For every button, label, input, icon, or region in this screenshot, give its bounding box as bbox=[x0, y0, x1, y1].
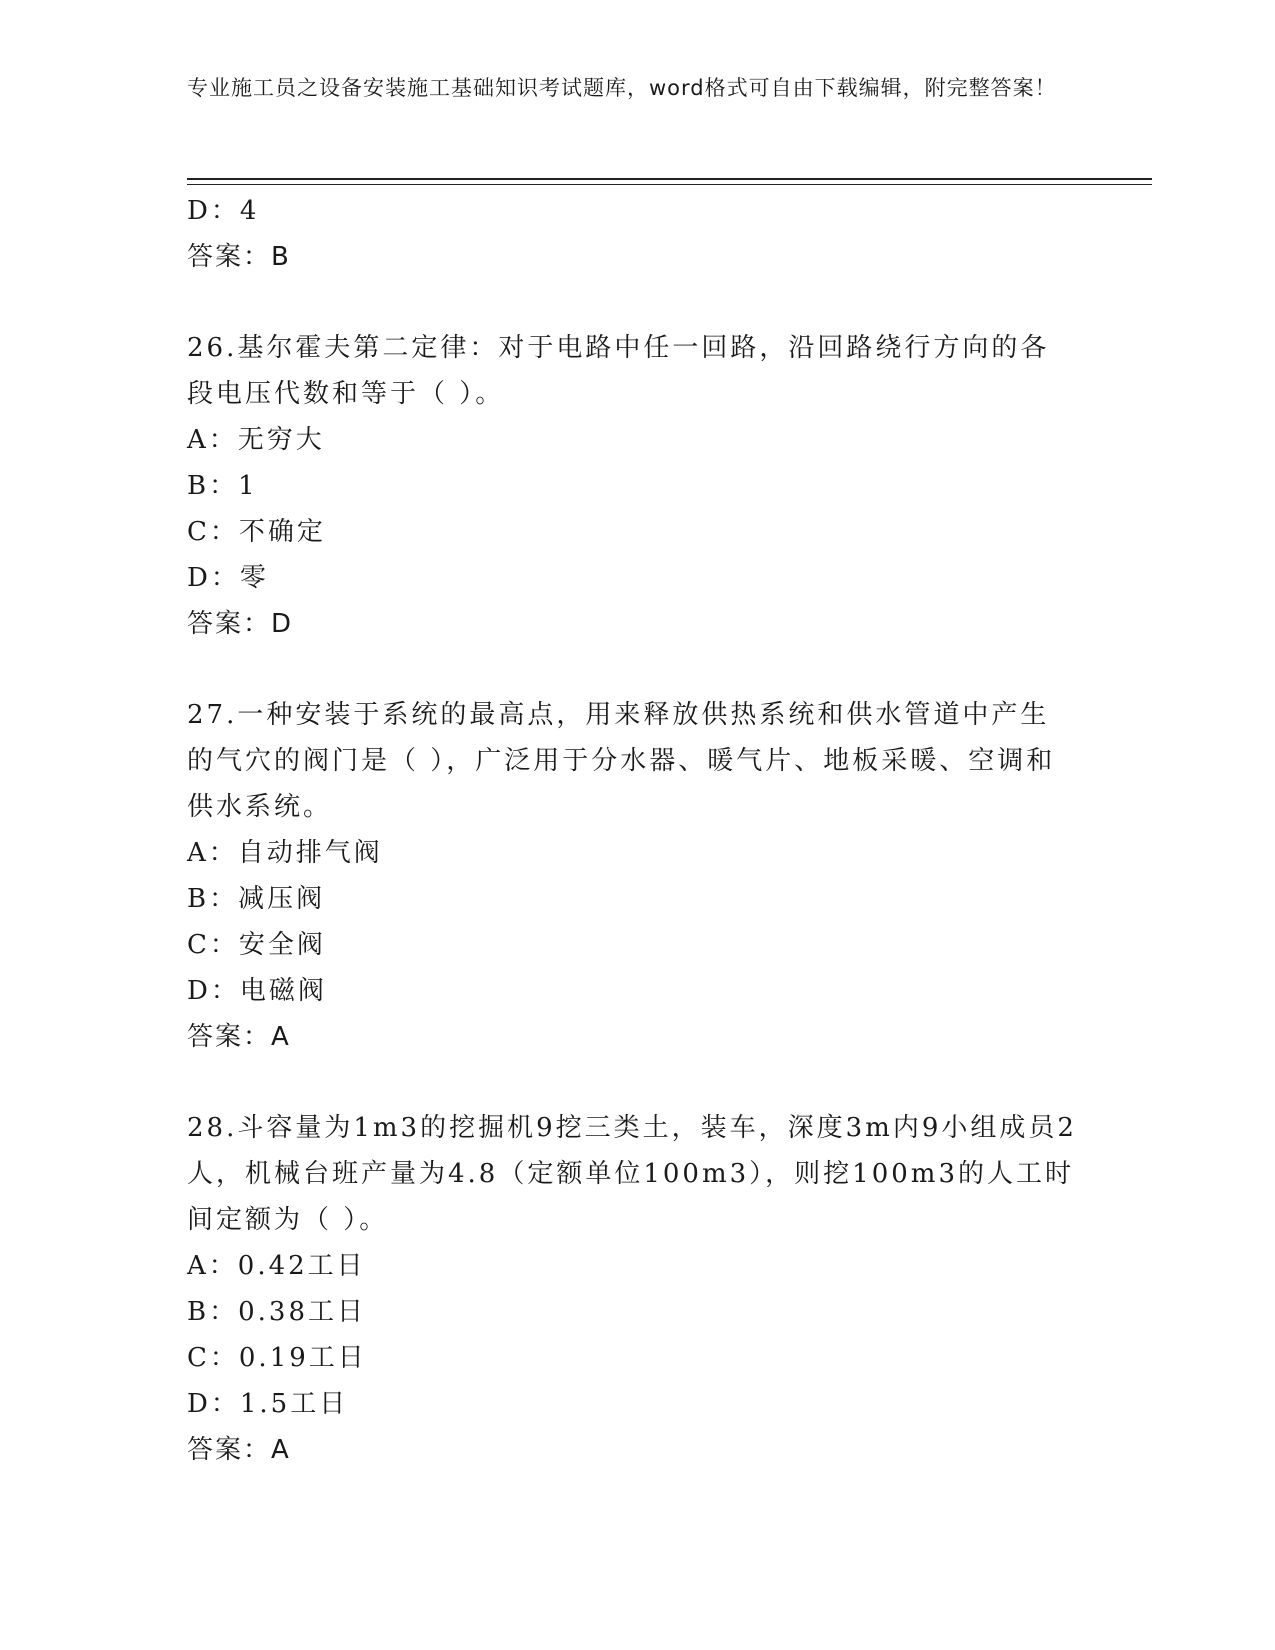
spacer bbox=[187, 647, 1152, 692]
answer: 答案：A bbox=[187, 1435, 291, 1465]
document-page bbox=[187, 0, 1152, 1650]
question-stem: 28.斗容量为1m3的挖掘机9挖三类土，装车，深度3m内9小组成员2人，机械台班产量为4.8（定额单位100m3），则挖100m3的人工时间定额为（ ）。 bbox=[187, 1113, 1077, 1235]
option-c: C：不确定 bbox=[187, 517, 326, 547]
prev-answer: 答案：B bbox=[187, 242, 291, 272]
prev-option-d: D：4 bbox=[187, 196, 260, 226]
question-stem: 27.一种安装于系统的最高点，用来释放供热系统和供水管道中产生的气穴的阀门是（ ），广泛用于分水器、暖气片、地板采暖、空调和供水系统。 bbox=[187, 700, 1056, 822]
option-c: C：安全阀 bbox=[187, 930, 326, 960]
question-27 bbox=[187, 692, 1152, 1060]
option-c: C：0.19工日 bbox=[187, 1343, 367, 1373]
answer: 答案：D bbox=[187, 609, 294, 639]
option-d: D：1.5工日 bbox=[187, 1389, 349, 1419]
option-a: A：无穷大 bbox=[187, 425, 325, 455]
option-b: B：0.38工日 bbox=[187, 1297, 366, 1327]
question-content bbox=[187, 188, 1152, 1473]
option-b: B：减压阀 bbox=[187, 884, 326, 914]
header-rule-thin bbox=[187, 184, 1152, 185]
option-b: B：1 bbox=[187, 471, 258, 501]
spacer bbox=[187, 1060, 1152, 1105]
option-d: D：零 bbox=[187, 563, 269, 593]
option-a: A：自动排气阀 bbox=[187, 838, 383, 868]
header-rule-thick bbox=[187, 178, 1152, 180]
answer: 答案：A bbox=[187, 1022, 291, 1052]
option-d: D：电磁阀 bbox=[187, 976, 327, 1006]
spacer bbox=[187, 280, 1152, 325]
page-header: 专业施工员之设备安装施工基础知识考试题库，word格式可自由下载编辑，附完整答案！ bbox=[187, 76, 1057, 100]
question-26 bbox=[187, 325, 1152, 647]
question-28 bbox=[187, 1105, 1152, 1473]
question-stem: 26.基尔霍夫第二定律：对于电路中任一回路，沿回路绕行方向的各段电压代数和等于（ ）。 bbox=[187, 333, 1050, 409]
option-a: A：0.42工日 bbox=[187, 1251, 366, 1281]
